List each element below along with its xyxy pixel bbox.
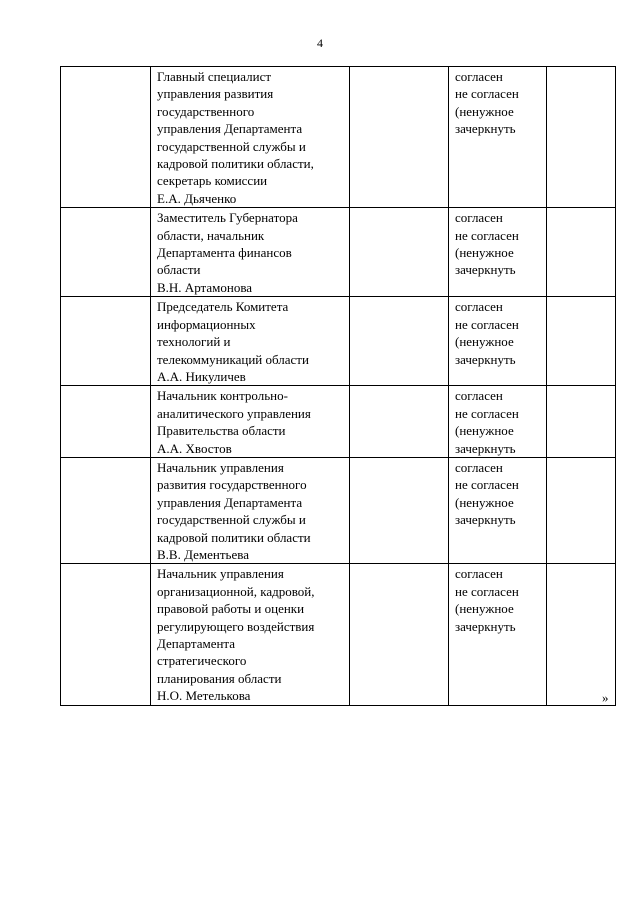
decision-option: зачеркнуть [455,440,516,456]
decision-cell [449,208,547,297]
position-line: управления Департамента [157,494,303,510]
signature-cell [350,297,449,386]
decision-option: (ненужное [455,494,514,510]
decision-option: зачеркнуть [455,262,516,278]
date-cell [547,457,616,563]
signature-cell [350,208,449,297]
position-line: Председатель Комитета [157,299,289,315]
row-number-cell [61,386,151,458]
position-line: государственной службы и [157,138,306,154]
decision-option: не согласен [455,86,519,102]
decision-option: согласен [455,566,503,582]
signature-cell [350,564,449,705]
row-number-cell [61,457,151,563]
position-line: управления Департамента [157,121,303,137]
date-cell [547,297,616,386]
position-line: Е.А. Дьяченко [157,190,237,206]
decision-option: не согласен [455,583,519,599]
position-line: Правительства области [157,423,286,439]
position-line: Департамента [157,636,236,651]
position-line: аналитического управления [157,405,311,421]
decision-option: (ненужное [455,334,514,350]
decision-cell [449,564,547,705]
decision-option: зачеркнуть [455,121,516,137]
position-line: Начальник контрольно- [157,388,288,404]
position-line: А.А. Никуличев [157,368,246,384]
decision-option: зачеркнуть [455,351,516,367]
decision-option: не согласен [455,477,519,493]
position-line: планирования области [157,670,282,686]
date-cell [547,564,616,705]
position-line: государственной службы и [157,512,306,528]
position-line: развития государственного [157,477,307,493]
position-name-cell [151,297,350,386]
table-row [61,208,616,297]
decision-cell [449,457,547,563]
position-line: технологий и [157,334,231,350]
position-line: области [157,262,201,278]
position-line: В.В. Дементьева [157,546,249,562]
decision-option: согласен [455,459,503,475]
position-line: Департамента финансов [157,245,292,261]
position-line: В.Н. Артамонова [157,279,253,295]
position-line: регулирующего воздействия [157,618,315,634]
date-cell [547,208,616,297]
position-line: А.А. Хвостов [157,440,232,456]
date-cell [547,386,616,458]
signature-cell [350,457,449,563]
decision-cell [449,297,547,386]
table-row [61,457,616,563]
position-line: правовой работы и оценки [157,601,305,617]
signature-cell [350,386,449,458]
position-name-cell [151,386,350,458]
position-line: Главный специалист [157,69,272,84]
closing-quote: » [602,690,609,705]
decision-option: согласен [455,388,503,404]
row-number-cell [61,564,151,705]
position-name-cell [151,564,350,705]
decision-option: (ненужное [455,103,514,119]
decision-option: согласен [455,210,503,226]
position-name-cell [151,67,350,208]
position-line: государственного [157,103,255,119]
position-line: управления развития [157,86,274,102]
decision-cell [449,67,547,208]
position-line: Заместитель Губернатора [157,210,298,226]
position-line: Начальник управления [157,459,284,475]
table-row [61,297,616,386]
position-line: Н.О. Метелькова [157,688,251,704]
decision-option: не согласен [455,227,519,243]
position-line: Начальник управления [157,566,284,582]
signature-cell [350,67,449,208]
decision-option: согласен [455,69,503,84]
decision-option: зачеркнуть [455,512,516,528]
approval-table [60,66,616,706]
position-name-cell [151,457,350,563]
decision-cell [449,386,547,458]
row-number-cell [61,67,151,208]
position-line: кадровой политики области [157,529,311,545]
decision-option: не согласен [455,405,519,421]
decision-option: согласен [455,299,503,315]
position-name-cell [151,208,350,297]
table-row [61,67,616,208]
position-line: кадровой политики области, [157,156,314,172]
position-line: стратегического [157,653,247,669]
decision-option: (ненужное [455,245,514,261]
decision-option: зачеркнуть [455,618,516,634]
table-row [61,564,616,705]
position-line: области, начальник [157,227,265,243]
position-line: информационных [157,316,256,332]
position-line: организационной, кадровой, [157,583,315,599]
decision-option: не согласен [455,316,519,332]
row-number-cell [61,297,151,386]
position-line: телекоммуникаций области [157,351,309,367]
position-line: секретарь комиссии [157,173,268,189]
decision-option: (ненужное [455,601,514,617]
row-number-cell [61,208,151,297]
decision-option: (ненужное [455,423,514,439]
table-row [61,386,616,458]
page-number: 4 [317,36,323,50]
date-cell [547,67,616,208]
